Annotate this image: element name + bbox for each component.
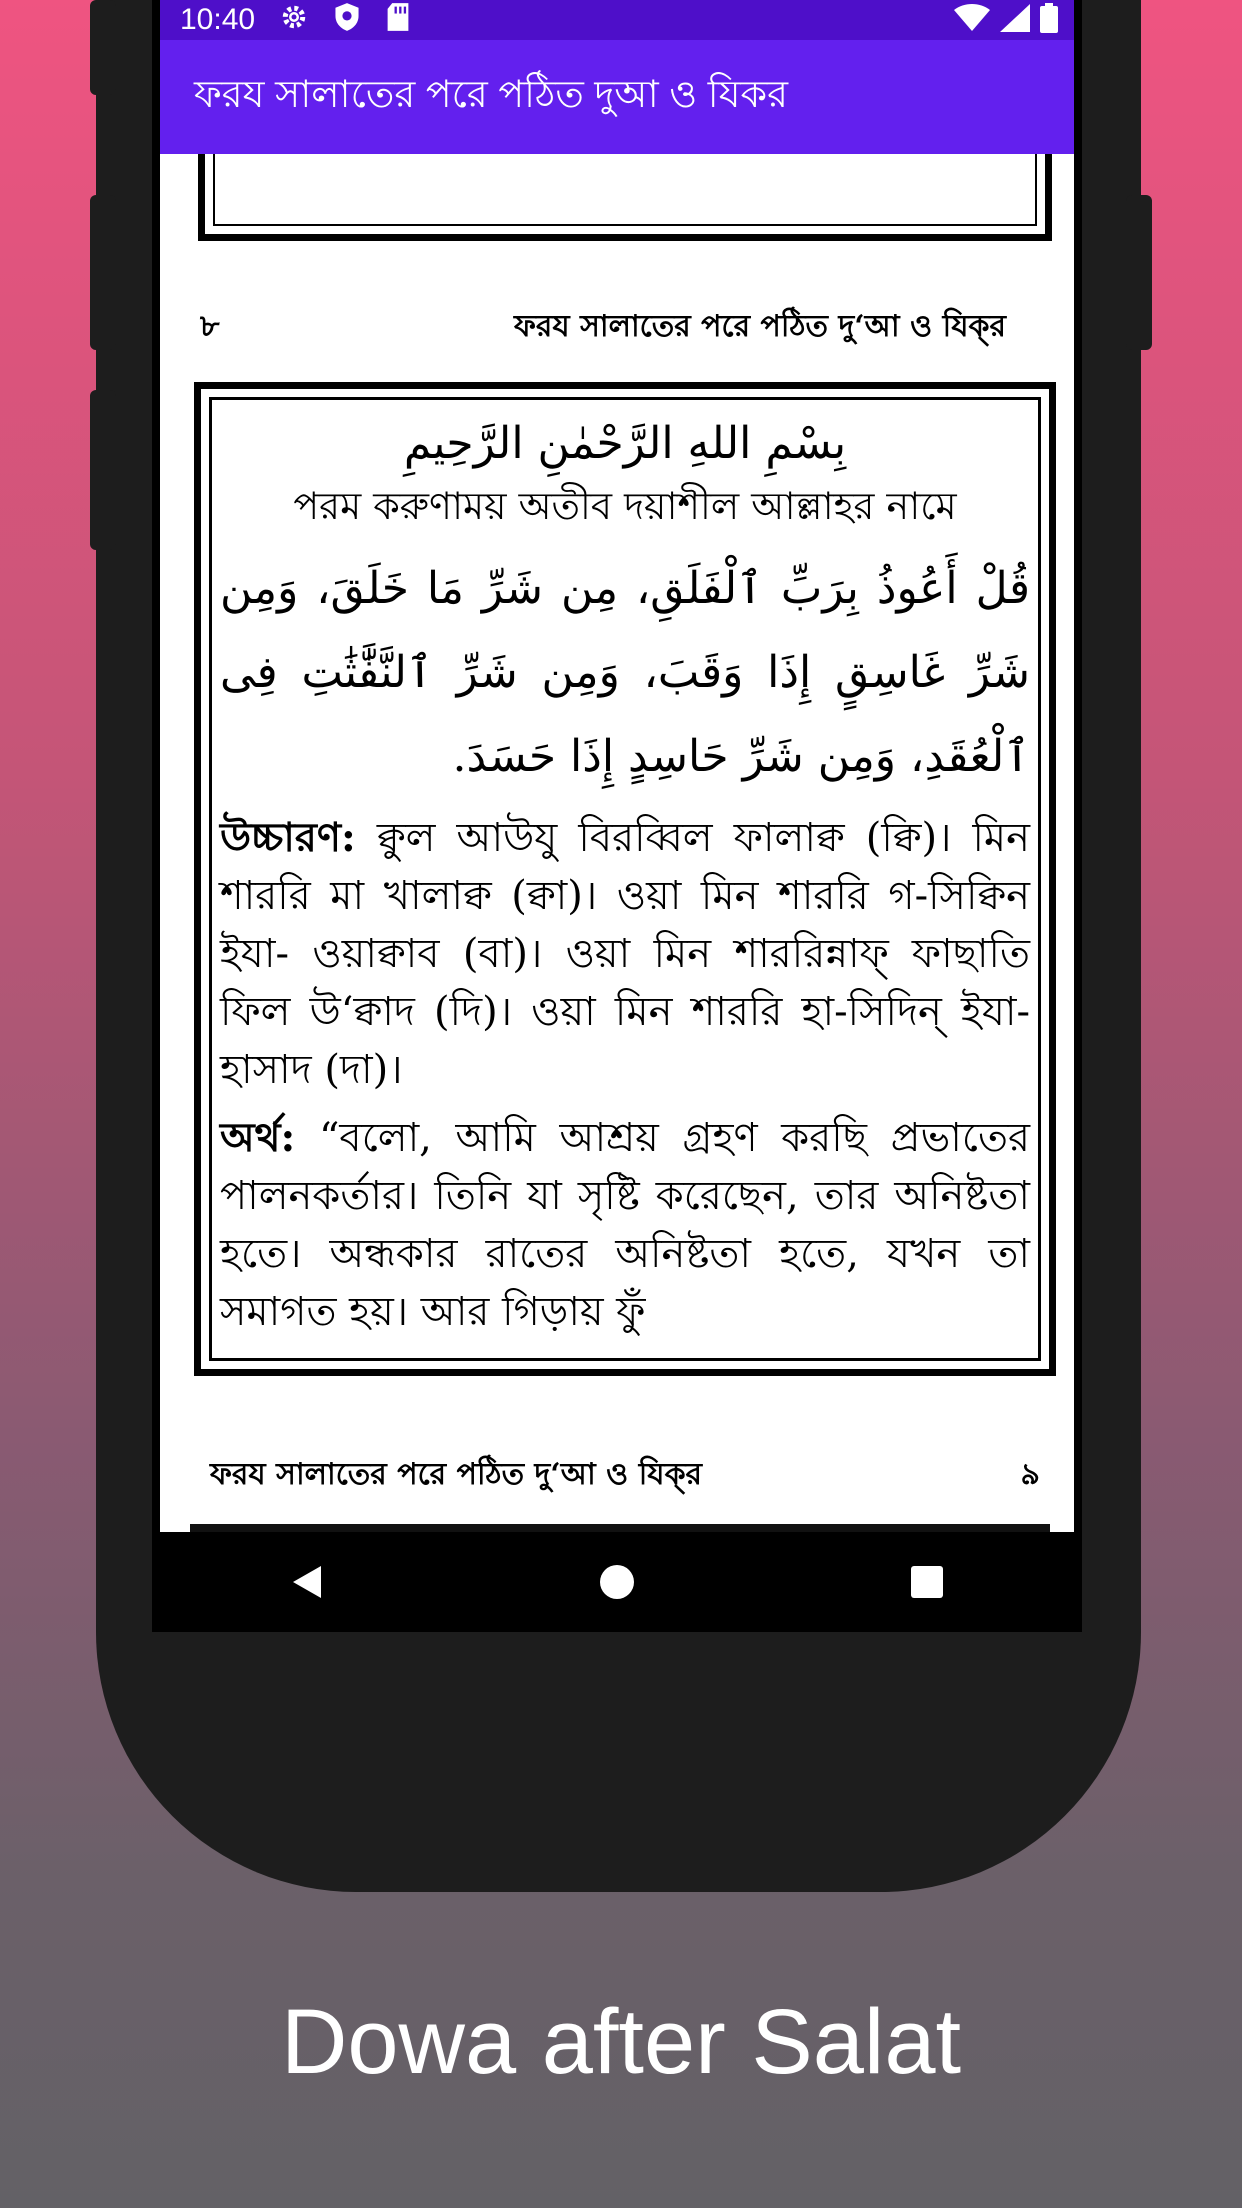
recents-icon[interactable]	[897, 1552, 957, 1612]
next-page-header	[210, 1450, 1040, 1501]
navigation-bar	[152, 1532, 1082, 1632]
home-icon[interactable]	[587, 1552, 647, 1612]
phone-side-button	[90, 0, 116, 95]
pronunciation-paragraph	[220, 809, 1030, 1099]
page-header	[200, 302, 1040, 353]
bismillah-arabic: بِسْمِ اللهِ الرَّحْمٰنِ الرَّحِيمِ	[403, 418, 847, 469]
battery-icon	[1040, 3, 1058, 37]
gear-icon	[279, 2, 309, 39]
previous-page-border	[198, 154, 1052, 241]
meaning-paragraph	[220, 1109, 1030, 1341]
dua-arabic-text: قُلْ أَعُوذُ بِرَبِّ ٱلْفَلَقِ، مِن شَرِّ مَا خَلَقَ، وَمِن شَرِّ غَاسِقٍ إِذَا وَقَبَ، وَمِن شَرِّ ٱلنَّفَّٰثَٰتِ فِى ٱلْعُقَدِ، وَمِن شَرِّ حَاسِدٍ إِذَا حَسَدَ.	[220, 563, 1030, 782]
phone-side-button	[90, 390, 116, 550]
phone-screen	[152, 0, 1082, 1632]
phone-side-button	[1126, 195, 1152, 350]
next-page-number: ৯	[1020, 1457, 1040, 1492]
page-header-title: ফরয সালাতের পরে পঠিত দু‘আ ও যিক্‌র	[513, 309, 1006, 344]
phone-side-button	[90, 195, 116, 350]
shield-icon	[333, 2, 361, 39]
meaning-text: “বলো, আমি আশ্রয় গ্রহণ করছি প্রভাতের পালনকর্তার। তিনি যা সৃষ্টি করেছেন, তার অনিষ্টতা হতে। অন্ধকার রাতের অনিষ্টতা হতে, যখন তা সমাগত হয়। আর গিড়ায় ফুঁ	[220, 1115, 1030, 1335]
bismillah-meaning: পরম করুণাময় অতীব দয়াশীল আল্লাহর নামে	[293, 484, 957, 528]
status-time: 10:40	[180, 3, 256, 36]
pronunciation-text: ক্বুল আউযু বিরব্বিল ফালাক্ব (ক্বি)। মিন শাররি মা খালাক্ব (ক্বা)। ওয়া মিন শাররি গ-সিক্বিন ইযা- ওয়াক্বাব (বা)। ওয়া মিন শাররিন্নাফ্ ফাছাতি ফিল উ‘ক্বাদ (দি)। ওয়া মিন শাররি হা-সিদিন্ ইযা- হাসাদ (দা)।	[220, 815, 1030, 1093]
page-number: ৮	[200, 309, 220, 344]
status-bar	[160, 0, 1074, 40]
meaning-label: অর্থ:	[220, 1114, 296, 1161]
app-bar	[160, 40, 1074, 154]
sd-card-icon	[385, 2, 411, 39]
app-title: ফরয সালাতের পরে পঠিত দুআ ও যিকর	[194, 74, 789, 116]
next-page-header-title: ফরয সালাতের পরে পঠিত দু‘আ ও যিক্‌র	[210, 1457, 703, 1492]
book-page-viewer[interactable]	[160, 154, 1074, 1532]
next-page-border	[190, 1524, 1050, 1532]
wifi-icon	[954, 4, 990, 36]
promo-caption: Dowa after Salat	[280, 1991, 962, 2093]
dua-box	[194, 382, 1056, 1376]
signal-icon	[1000, 4, 1030, 36]
back-icon[interactable]	[277, 1552, 337, 1612]
pronunciation-label: উচ্চারণ:	[220, 814, 356, 861]
